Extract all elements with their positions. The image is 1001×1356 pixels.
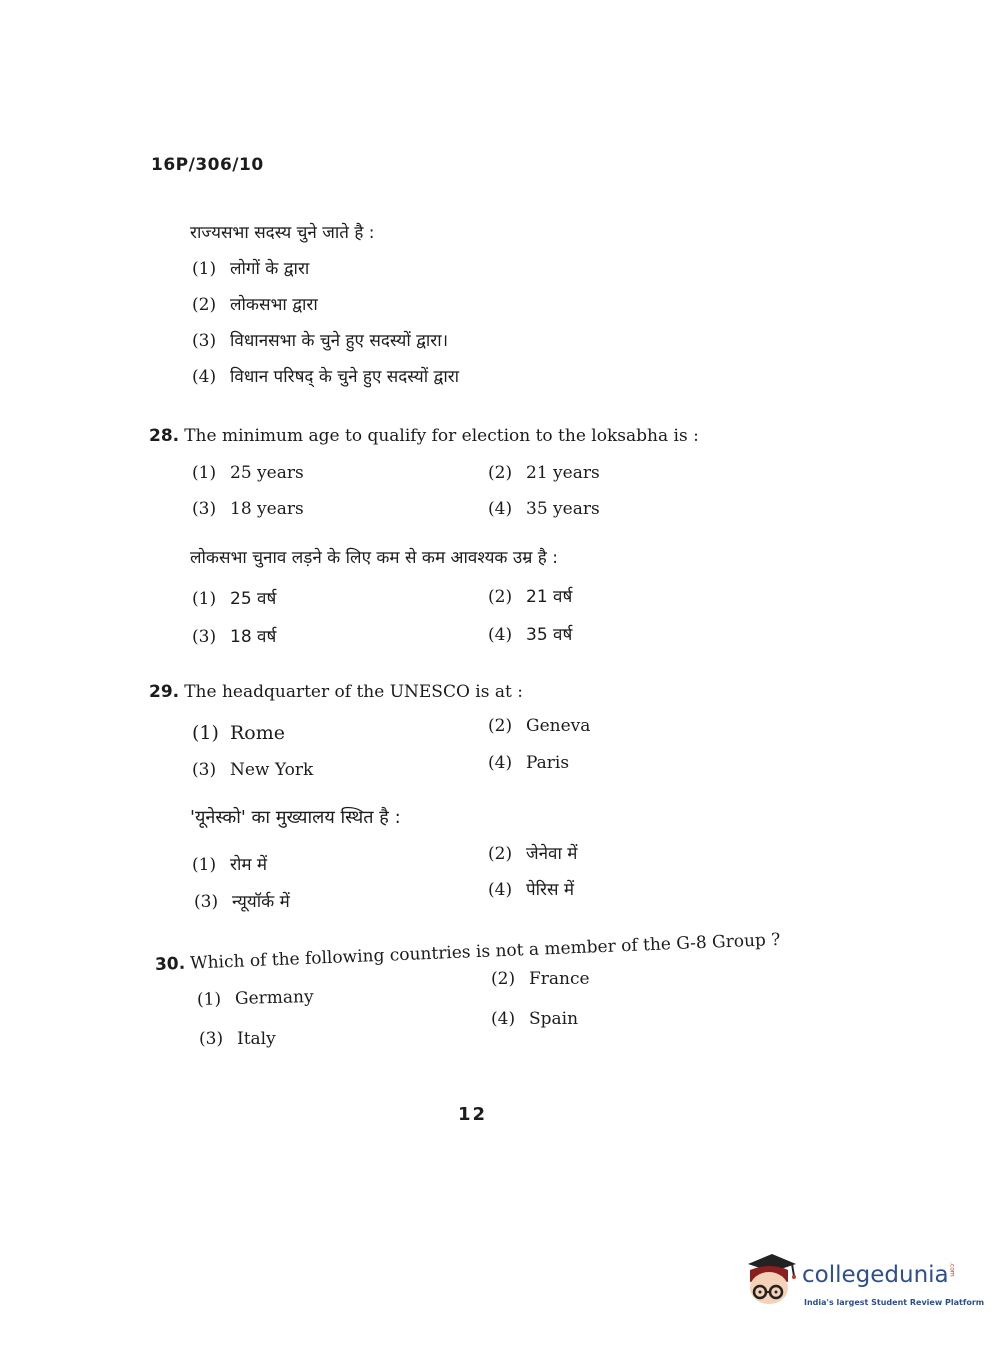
q28-hindi-option-1 — [192, 586, 276, 609]
q29-hindi-option-3 — [194, 889, 290, 912]
question-text: The headquarter of the UNESCO is at : — [184, 682, 523, 702]
option-number: (3) — [192, 760, 217, 780]
option-text: 21 years — [526, 463, 600, 483]
option-number: (4) — [488, 880, 513, 900]
option-number: (3) — [199, 1029, 224, 1049]
option-text: 25 years — [230, 463, 304, 483]
q30-option-3 — [199, 1029, 276, 1049]
option-number: (2) — [488, 716, 513, 736]
question-text: Which of the following countries is not a member of the G-8 Group ? — [189, 929, 781, 974]
option-text: 35 वर्ष — [526, 625, 573, 645]
option-number: (2) — [488, 587, 513, 607]
option-text: 25 वर्ष — [230, 589, 277, 609]
option-number: (4) — [488, 499, 513, 519]
page-number: 12 — [458, 1104, 488, 1125]
option-text: लोगों के द्वारा — [230, 259, 310, 279]
q29-option-4 — [488, 753, 569, 773]
q27-hindi-option-2 — [192, 292, 318, 315]
option-number: (2) — [192, 295, 217, 315]
option-text: जेनेवा में — [526, 844, 578, 864]
q27-hindi-option-3 — [192, 328, 448, 351]
q29-hindi-option-1 — [192, 852, 267, 875]
q28-option-1 — [192, 463, 304, 483]
option-number: (4) — [488, 625, 513, 645]
q29-option-1 — [192, 722, 285, 744]
logo-name: collegedunia — [802, 1262, 949, 1288]
logo-tagline: India's largest Student Review Platform — [804, 1298, 985, 1307]
q29-option-2 — [488, 716, 590, 736]
option-text: न्यूयॉर्क में — [232, 892, 290, 912]
q27-hindi-option-1 — [192, 256, 309, 279]
q30-option-4 — [491, 1009, 578, 1029]
option-text: 18 वर्ष — [230, 627, 277, 647]
q28-hindi-question: लोकसभा चुनाव लड़ने के लिए कम से कम आवश्यक उम्र है : — [190, 548, 558, 568]
q28-hindi-option-2 — [488, 584, 572, 607]
q27-hindi-question: राज्यसभा सदस्य चुने जाते है : — [190, 223, 375, 243]
question-number: 30. — [154, 953, 186, 975]
question-28 — [149, 426, 699, 446]
option-number: (1) — [192, 463, 217, 483]
option-text: लोकसभा द्वारा — [230, 295, 318, 315]
option-text: 18 years — [230, 499, 304, 519]
q30-option-1 — [197, 987, 314, 1010]
q28-option-3 — [192, 499, 304, 519]
paper-code: 16P/306/10 — [151, 155, 264, 175]
option-text: New York — [230, 760, 314, 780]
q29-hindi-option-4 — [488, 877, 574, 900]
logo-suffix: .com — [948, 1262, 956, 1277]
option-number: (3) — [192, 627, 217, 647]
option-number: (2) — [488, 463, 513, 483]
logo-wordmark — [802, 1262, 956, 1288]
option-text: Paris — [526, 753, 570, 773]
option-text: विधानसभा के चुने हुए सदस्यों द्वारा। — [230, 331, 449, 351]
option-text: 35 years — [526, 499, 600, 519]
option-text: विधान परिषद् के चुने हुए सदस्यों द्वारा — [230, 367, 460, 387]
option-text: Germany — [234, 986, 314, 1010]
option-number: (2) — [491, 969, 516, 989]
option-text: Italy — [237, 1029, 276, 1049]
option-number: (1) — [196, 989, 222, 1010]
option-number: (3) — [192, 499, 217, 519]
question-number: 29. — [149, 682, 180, 702]
q29-option-3 — [192, 760, 313, 780]
q28-option-4 — [488, 499, 600, 519]
option-number: (1) — [192, 855, 217, 875]
q27-hindi-option-4 — [192, 364, 459, 387]
question-text: The minimum age to qualify for election to the loksabha is : — [184, 426, 699, 446]
option-text: रोम में — [230, 855, 268, 875]
option-number: (4) — [488, 753, 513, 773]
option-number: (1) — [192, 259, 217, 279]
option-number: (3) — [192, 331, 217, 351]
option-text: पेरिस में — [526, 880, 575, 900]
mascot-icon — [742, 1250, 798, 1308]
q28-option-2 — [488, 463, 600, 483]
q30-option-2 — [491, 969, 590, 989]
option-number: (1) — [192, 589, 217, 609]
option-text: Rome — [230, 722, 286, 744]
question-29 — [149, 682, 523, 702]
option-number: (3) — [194, 892, 219, 912]
option-text: Spain — [529, 1009, 579, 1029]
option-text: Geneva — [526, 716, 591, 736]
option-number: (4) — [491, 1009, 516, 1029]
q28-hindi-option-3 — [192, 624, 276, 647]
option-number: (1) — [192, 722, 219, 744]
option-number: (4) — [192, 367, 217, 387]
q29-hindi-option-2 — [488, 841, 577, 864]
option-number: (2) — [488, 844, 513, 864]
option-text: 21 वर्ष — [526, 587, 573, 607]
q28-hindi-option-4 — [488, 622, 572, 645]
option-text: France — [529, 969, 590, 989]
q29-hindi-question: 'यूनेस्को' का मुख्यालय स्थित है : — [190, 807, 401, 828]
question-30 — [155, 930, 781, 975]
question-number: 28. — [149, 426, 180, 446]
